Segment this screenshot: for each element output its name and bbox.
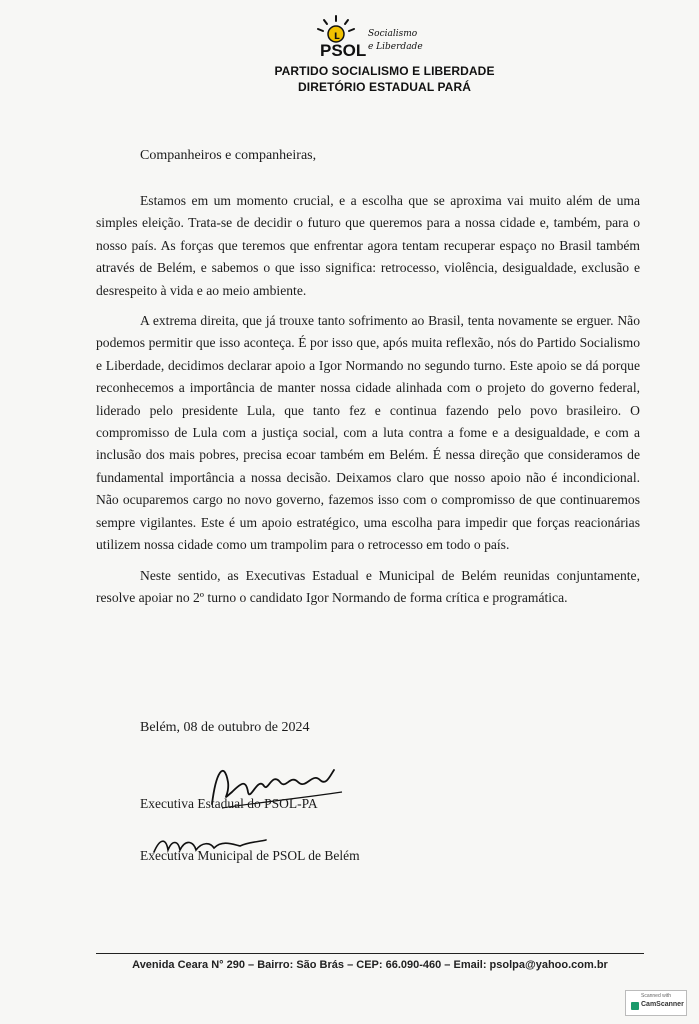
scanner-name: CamScanner	[641, 1001, 684, 1008]
logo-wordmark: PSOL	[320, 41, 367, 60]
scanner-caption: Scanned with	[640, 993, 672, 999]
org-directorate: DIRETÓRIO ESTADUAL PARÁ	[298, 80, 471, 94]
salutation: Companheiros e companheiras,	[140, 148, 317, 163]
footer-address: Avenida Ceara N° 290 – Bairro: São Brás – CEP: 66.090-460 – Email: psolpa@yahoo.com.br	[132, 959, 608, 971]
scanner-watermark	[625, 990, 687, 1016]
letter-body	[96, 190, 640, 617]
footer-divider	[96, 953, 644, 954]
signatory-municipal-executive: Executiva Municipal de PSOL de Belém	[140, 848, 360, 863]
logo-tagline-1: Socialismo	[368, 29, 418, 39]
dateline: Belém, 08 de outubro de 2024	[140, 720, 310, 735]
signatory-state-executive: Executiva Estadual do PSOL-PA	[140, 796, 318, 811]
logo-tagline-2: e Liberdade	[368, 42, 423, 52]
camscanner-icon	[631, 1002, 639, 1010]
sun-logo-icon	[312, 14, 462, 62]
org-name: PARTIDO SOCIALISMO E LIBERDADE	[274, 64, 495, 78]
psol-logo	[312, 14, 462, 62]
paragraph: Estamos em um momento crucial, e a escolha que se aproxima vai muito além de uma simples eleição. Trata-se de decidir o futuro que queremos para a nossa cidade e, também, para o nosso país. As forças que teremos que enfrentar agora tentam recuperar espaço no Brasil também através de Belém, e sabemos o que isso significa: retrocesso, violência, desigualdade, exclusão e desrespeito à vida e ao meio ambiente.	[96, 193, 640, 298]
svg-text:L: L	[334, 32, 340, 42]
paragraph: Neste sentido, as Executivas Estadual e Municipal de Belém reunidas conjuntamente, resolve apoiar no 2º turno o candidato Igor Normando de forma crítica e programática.	[96, 567, 640, 605]
paragraph: A extrema direita, que já trouxe tanto sofrimento ao Brasil, tenta novamente se erguer. Não podemos permitir que isso aconteça. É por isso que, após muita reflexão, nós do Partido Socialismo e Liberdade, decidimos declarar apoio a Igor Normando no segundo turno. Este apoio se dá porque reconhecemos a importância de manter nossa cidade alinhada com o projeto do governo federal, liderado pelo presidente Lula, que tanto fez e continua fazendo pelo povo brasileiro. O compromisso de Lula com a justiça social, com a luta contra a fome e a desigualdade, e com a inclusão dos mais pobres, precisa ecoar também em Belém. É nessa direção que consideramos de fundamental importância a nossa decisão. Deixamos claro que nosso apoio não é incondicional. Não ocuparemos cargo no novo governo, fazemos isso com o compromisso de que continuaremos sempre vigilantes. Este é um apoio estratégico, uma escolha para impedir que forças reacionárias utilizem nossa cidade como um trampolim para o retrocesso em todo o país.	[96, 313, 640, 553]
